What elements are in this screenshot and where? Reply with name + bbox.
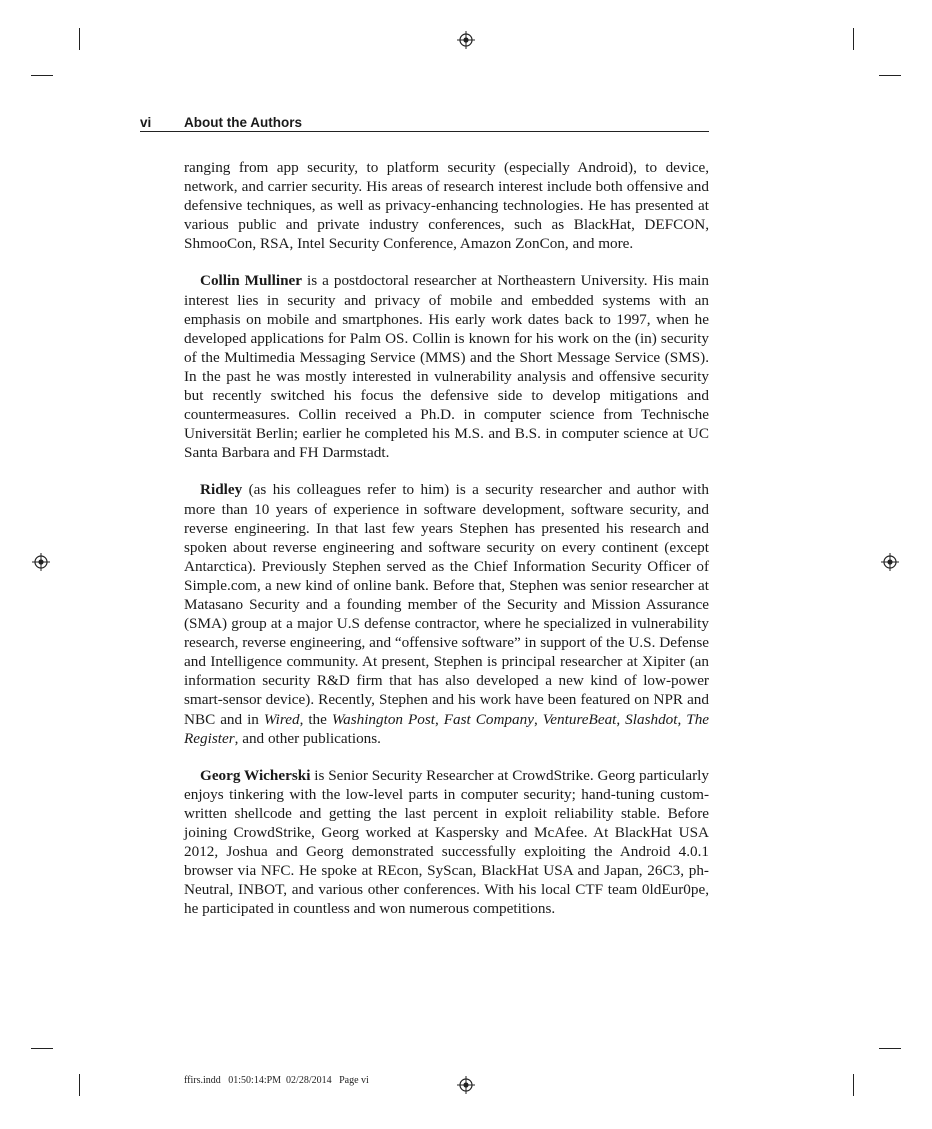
crop-mark <box>853 1074 854 1096</box>
crop-mark <box>853 28 854 50</box>
author-name: Ridley <box>200 481 243 499</box>
separator-text: , <box>677 710 687 728</box>
bio-paragraph-ridley <box>184 480 709 747</box>
author-name: Georg Wicherski <box>200 766 311 784</box>
separator-text: , <box>533 710 543 728</box>
running-head-title: About the Authors <box>184 115 302 130</box>
bio-paragraph-wicherski <box>184 766 709 919</box>
separator-text: , and other publications. <box>234 729 381 747</box>
crop-mark <box>31 75 53 76</box>
crop-mark <box>31 1048 53 1049</box>
separator-text: , <box>616 710 626 728</box>
crop-mark <box>879 1048 901 1049</box>
separator-text: , the <box>299 710 332 728</box>
publication-name: The Register <box>184 710 710 747</box>
author-name: Collin Mulliner <box>200 272 303 290</box>
publication-name: Slashdot <box>625 710 678 728</box>
paragraph-text: is Senior Security Researcher at CrowdStrike. Georg particularly enjoys tinkering with the low-level parts in computer security; hand-tuning custom-written shellcode and getting the last percent in exploit reliability stable. Before joining CrowdStrike, Georg worked at Kaspersky and McAfee. At BlackHat USA 2012, Joshua and Georg demonstrated successfully exploiting the Android 4.0.1 browser via NFC. He spoke at REcon, SyScan, BlackHat USA and Japan, 26C3, ph-Neutral, INBOT, and various other conferences. With his local CTF team 0ldEur0pe, he participated in countless and won numerous competitions. <box>184 766 709 918</box>
publication-name: Washington Post <box>331 710 435 728</box>
page-number: vi <box>140 115 152 130</box>
publication-name: Fast Company <box>443 710 534 728</box>
separator-text: , <box>435 710 444 728</box>
bio-paragraph-mulliner <box>184 271 709 462</box>
registration-mark-icon <box>881 553 899 571</box>
crop-mark <box>879 75 901 76</box>
paragraph-text: (as his colleagues refer to him) is a security researcher and author with more than 10 years of experience in software development, software security, and reverse engineering. In that last few years Stephen has presented his research and spoken about reverse engineering and software security on every continent (except Antarctica). Previously Stephen served as the Chief Information Security Officer of Simple.com, a new kind of online bank. Before that, Stephen was senior researcher at Matasano Security and a founding member of the Security and Mission Assurance (SMA) group at a major U.S defense contractor, where he specialized in vulnerability research, reverse engineering, and “offensive software” in support of the U.S. Defense and Intelligence community. At present, Stephen is principal researcher at Xipiter (an information security R&D firm that has also developed a new kind of low-power smart-sensor device). Recently, Stephen and his work have been featured on NPR and NBC and in <box>184 481 709 728</box>
publication-name: VentureBeat <box>542 710 617 728</box>
crop-mark <box>79 28 80 50</box>
registration-mark-icon <box>457 31 475 49</box>
paragraph-text: is a postdoctoral researcher at Northeastern University. His main interest lies in security and privacy of mobile and embedded systems with an emphasis on mobile and smartphones. His early work dates back to 1997, when he developed applications for Palm OS. Collin is known for his work on the (in) security of the Multimedia Messaging Service (MMS) and the Short Message Service (SMS). In the past he was mostly interested in vulnerability analysis and offensive security but recently switched his focus the defensive side to develop mitigations and countermeasures. Collin received a Ph.D. in computer science from Technische Universität Berlin; earlier he completed his M.S. and B.S. in computer science at UC Santa Barbara and FH Darmstadt. <box>184 272 709 462</box>
page-body <box>184 158 709 936</box>
paragraph-text: ranging from app security, to platform security (especially Android), to device, network, and carrier security. His areas of research interest include both offensive and defensive techniques, as well as privacy-enhancing technologies. He has presented at various public and private industry conferences, such as BlackHat, DEFCON, ShmooCon, RSA, Intel Security Conference, Amazon ZonCon, and more. <box>184 159 709 253</box>
publication-name: Wired <box>263 710 300 728</box>
running-header <box>140 114 709 132</box>
paragraph-continued <box>184 158 709 253</box>
crop-mark <box>79 1074 80 1096</box>
registration-mark-icon <box>457 1076 475 1094</box>
print-slug: ffirs.indd 01:50:14:PM 02/28/2014 Page vi <box>184 1075 369 1086</box>
registration-mark-icon <box>32 553 50 571</box>
